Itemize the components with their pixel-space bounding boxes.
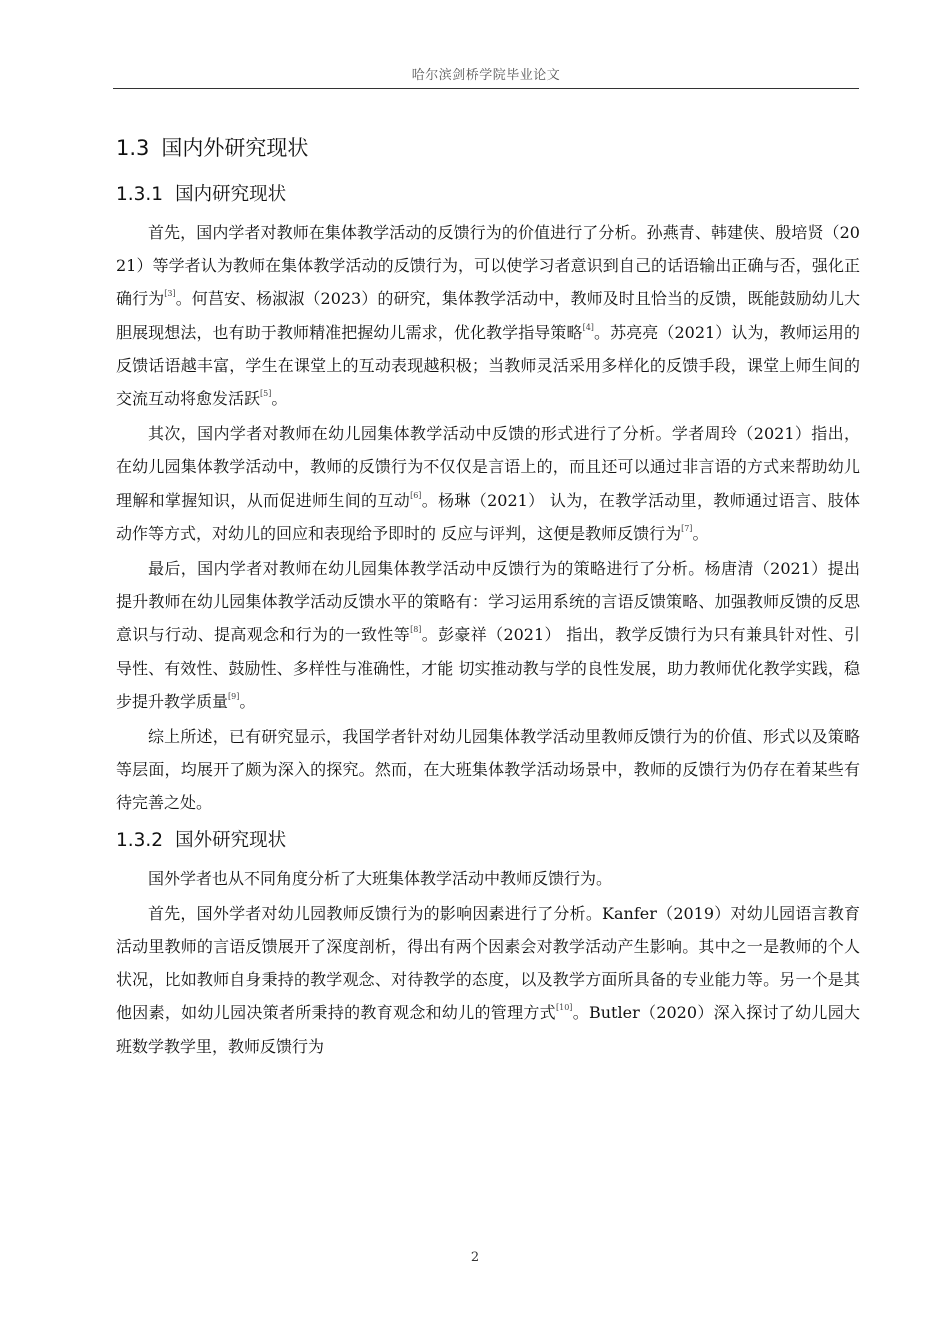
subsection-number: 1.3.1 (116, 184, 164, 205)
subsection-title: 国内研究现状 (175, 184, 287, 205)
page-body (116, 120, 860, 1065)
subsection-number: 1.3.2 (116, 829, 164, 851)
section-heading (116, 128, 860, 168)
paragraph-strategy (116, 552, 860, 718)
text-run: 首先，国外学者对幼儿园教师反馈行为的影响因素进行了分析。Kanfer（2019）对幼儿园语言教育活动里教师的言语反馈展开了深度剖析，得出有两个因素会对教学活动产生影响。其中之一是教师的个人状况，比如教师自身秉持的教学观念、对待教学的态度，以及教学方面所具备的专业能力等。另一个是其他因素，如幼儿园决策者所秉持的教育观念和幼儿的管理方式 (116, 903, 860, 1023)
text-run: 。苏亮亮（2021）认为，教师运用的反馈话语越丰富，学生在课堂上的互动表现越积极；当教师灵活采用多样化的反馈手段，课堂上师生间的交流互动将愈发活跃 (116, 322, 860, 409)
citation-ref: [6] (410, 490, 422, 500)
section-number: 1.3 (116, 136, 150, 160)
page-number: 2 (470, 1250, 480, 1265)
paragraph-value (116, 216, 860, 415)
text-run: 。 (239, 691, 256, 711)
text-run: 其次，国内学者对教师在幼儿园集体教学活动中反馈的形式进行了分析。学者周玲（2021）指出，在幼儿园集体教学活动中，教师的反馈行为不仅仅是言语上的，而且还可以通过非言语的方式来帮助幼儿理解和掌握知识，从而促进师生间的互动 (116, 424, 860, 510)
section-title: 国内外研究现状 (161, 136, 309, 160)
text-run: 。 (692, 523, 709, 543)
subsection-title: 国外研究现状 (175, 829, 287, 851)
citation-ref: [9] (228, 691, 240, 701)
paragraph-summary (116, 720, 860, 820)
text-run: 综上所述，已有研究显示，我国学者针对幼儿园集体教学活动里教师反馈行为的价值、形式以及策略等层面，均展开了颇为深入的探究。然而，在大班集体教学活动场景中，教师的反馈行为仍存在着某些有待完善之处。 (116, 727, 860, 813)
text-run: 国外学者也从不同角度分析了大班集体教学活动中教师反馈行为。 (148, 868, 613, 888)
running-header: 哈尔滨剑桥学院毕业论文 (411, 68, 561, 83)
paragraph-foreign-intro (116, 862, 860, 895)
text-run: 。Butler（2020）深入探讨了幼儿园大班数学教学里，教师反馈行为 (116, 1003, 860, 1056)
subsection-heading-foreign (116, 824, 860, 858)
citation-ref: [7] (681, 523, 693, 533)
text-run: 首先，国内学者对教师在集体教学活动的反馈行为的价值进行了分析。孙燕青、韩建侠、殷培贤（2021）等学者认为教师在集体教学活动的反馈行为，可以使学习者意识到自己的话语输出正确与否，强化正确行为 (116, 223, 860, 309)
citation-ref: [4] (582, 322, 594, 332)
subsection-heading-domestic (116, 178, 860, 212)
text-run: 。杨琳（2021） 认为，在教学活动里，教师通过语言、肢体动作等方式，对幼儿的回应和表现给予即时的 反应与评判，这便是教师反馈行为 (116, 490, 860, 543)
header-divider (113, 88, 859, 89)
text-run: 。彭豪祥（2021） 指出，教学反馈行为只有兼具针对性、引导性、有效性、鼓励性、多样性与准确性，才能 切实推动教与学的良性发展，助力教师优化教学实践，稳步提升教学质量 (116, 625, 860, 711)
paragraph-foreign-factors (116, 897, 860, 1063)
citation-ref: [3] (164, 289, 176, 299)
citation-ref: [10] (555, 1003, 573, 1013)
text-run: 。 (271, 389, 288, 409)
text-run: 。何莒安、杨淑淑（2023）的研究，集体教学活动中，教师及时且恰当的反馈，既能鼓励幼儿大胆展现想法，也有助于教师精准把握幼儿需求，优化教学指导策略 (116, 289, 860, 342)
paragraph-form (116, 417, 860, 550)
citation-ref: [8] (410, 625, 422, 635)
citation-ref: [5] (260, 389, 272, 399)
text-run: 最后，国内学者对教师在幼儿园集体教学活动中反馈行为的策略进行了分析。杨唐清（2021）提出提升教师在幼儿园集体教学活动反馈水平的策略有：学习运用系统的言语反馈策略、加强教师反馈的反思意识与行动、提高观念和行为的一致性等 (116, 559, 860, 645)
